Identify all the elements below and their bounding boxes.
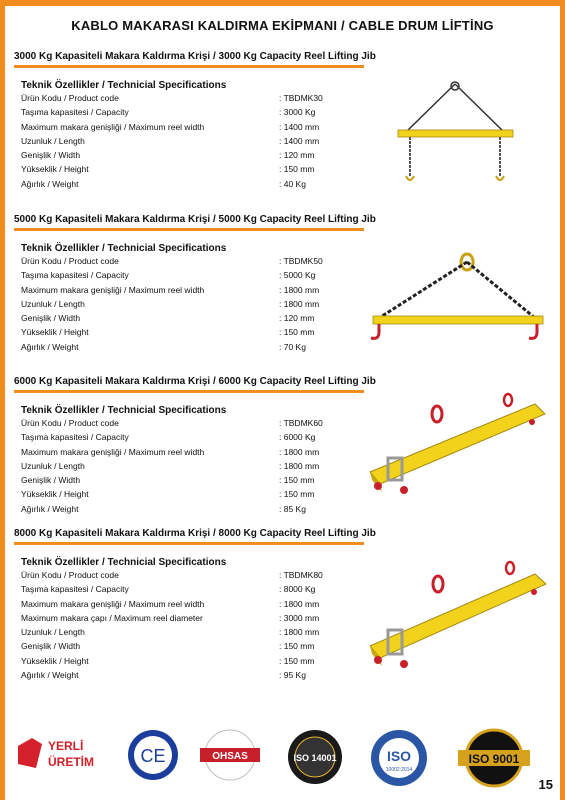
ohsas-text: OHSAS [212,751,248,762]
spec-label: Ağırlık / Weight [21,670,79,681]
spec-value: : 120 mm [279,150,315,161]
uretim-text: ÜRETİM [48,755,94,769]
spec-value: : 70 Kg [279,341,306,352]
spec-value: : 1800 mm [279,298,320,309]
page-title: KABLO MAKARASI KALDIRMA EKİPMANI / CABLE DRUM LİFTİNG [71,18,494,33]
yerli-uretim-badge [16,728,106,782]
spec-value: : 85 Kg [279,503,306,514]
spec-heading: Teknik Özellikler / Technicial Specifications [21,243,227,254]
lifting-jib-5000-image [365,236,550,351]
section-title: 6000 Kg Kapasiteli Makara Kaldırma Krişi / 6000 Kg Capacity Reel Lifting Jib [14,376,364,393]
spec-label: Taşıma kapasitesi / Capacity [21,107,129,118]
spec-label: Genişlik / Width [21,641,81,652]
spec-value: : 5000 Kg [279,270,316,281]
spec-label: Ürün Kodu / Product code [21,570,119,580]
ce-badge [126,728,180,782]
spec-value: : 150 mm [279,327,315,338]
spec-heading: Teknik Özellikler / Technicial Specifications [21,557,227,568]
lifting-jib-6000-image [360,392,555,504]
section-title: 8000 Kg Kapasiteli Makara Kaldırma Krişi / 8000 Kg Capacity Reel Lifting Jib [14,528,364,545]
spec-value: : 3000 mm [279,612,320,623]
spec-label: Ürün Kodu / Product code [21,93,119,103]
spec-label: Taşıma kapasitesi / Capacity [21,584,129,595]
spec-value: : 1800 mm [279,627,320,638]
spec-value: : 40 Kg [279,178,306,189]
spec-label: Maximum makara genişliği / Maximum reel width [21,598,205,609]
spec-label: Maximum makara genişliği / Maximum reel width [21,121,205,132]
spec-value: : 1800 mm [279,446,320,457]
page-frame-top [0,0,565,6]
spec-value: : 8000 Kg [279,584,316,595]
spec-value: : 1400 mm [279,135,320,146]
lifting-jib-3000-image [390,80,520,190]
spec-value: : 1800 mm [279,460,320,471]
spec-label: Genişlik / Width [21,475,81,486]
spec-label: Ağırlık / Weight [21,341,79,352]
spec-label: Taşıma kapasitesi / Capacity [21,270,129,281]
spec-label: Genişlik / Width [21,150,81,161]
spec-label: Maximum makara genişliği / Maximum reel width [21,284,205,295]
iso-company-subtext: 10002:2014 [385,767,413,773]
spec-value: : 3000 Kg [279,107,316,118]
spec-value: : 95 Kg [279,670,306,681]
spec-value: : 1400 mm [279,121,320,132]
page-frame-left [0,0,5,800]
certification-badges [14,728,534,788]
section-title: 5000 Kg Kapasiteli Makara Kaldırma Krişi / 5000 Kg Capacity Reel Lifting Jib [14,214,364,231]
yerli-text: YERLİ [48,739,84,753]
page-frame-right [560,0,565,800]
spec-label: Ürün Kodu / Product code [21,418,119,428]
spec-label: Yükseklik / Height [21,655,89,666]
iso-9001-badge [454,728,534,788]
ohsas-badge [194,728,266,782]
spec-value: : 120 mm [279,313,315,324]
section-title: 3000 Kg Kapasiteli Makara Kaldırma Krişi / 3000 Kg Capacity Reel Lifting Jib [14,51,364,68]
spec-label: Ağırlık / Weight [21,178,79,189]
spec-label: Maximum makara genişliği / Maximum reel width [21,446,205,457]
spec-value: : 6000 Kg [279,432,316,443]
ce-text: CE [140,746,166,766]
spec-value: : 150 mm [279,489,315,500]
spec-heading: Teknik Özellikler / Technicial Specifications [21,80,227,91]
spec-value: : 150 mm [279,475,315,486]
iso-14001-text: ISO 14001 [293,753,337,763]
spec-value: : 150 mm [279,655,315,666]
spec-label: Uzunluk / Length [21,135,85,146]
spec-label: Genişlik / Width [21,313,81,324]
spec-label: Ağırlık / Weight [21,503,79,514]
spec-label: Ürün Kodu / Product code [21,256,119,266]
iso-9001-text: ISO 9001 [468,752,520,766]
spec-label: Maximum makara çapı / Maximum reel diameter [21,612,203,623]
spec-label: Yükseklik / Height [21,489,89,500]
spec-value: : TBDMK60 [279,418,323,428]
spec-label: Uzunluk / Length [21,460,85,471]
lifting-jib-8000-image [360,560,555,678]
spec-value: : TBDMK50 [279,256,323,266]
spec-value: : TBDMK30 [279,93,323,103]
spec-label: Yükseklik / Height [21,327,89,338]
spec-label: Uzunluk / Length [21,627,85,638]
spec-label: Yükseklik / Height [21,164,89,175]
spec-value: : 1800 mm [279,284,320,295]
iso-company-badge [364,728,434,788]
spec-label: Uzunluk / Length [21,298,85,309]
iso-14001-badge [284,728,346,786]
spec-value: : 150 mm [279,641,315,652]
spec-value: : TBDMK80 [279,570,323,580]
spec-value: : 1800 mm [279,598,320,609]
page-number: 15 [538,777,553,792]
iso-company-text: ISO [386,748,412,764]
spec-value: : 150 mm [279,164,315,175]
spec-label: Taşıma kapasitesi / Capacity [21,432,129,443]
spec-heading: Teknik Özellikler / Technicial Specifications [21,405,227,416]
